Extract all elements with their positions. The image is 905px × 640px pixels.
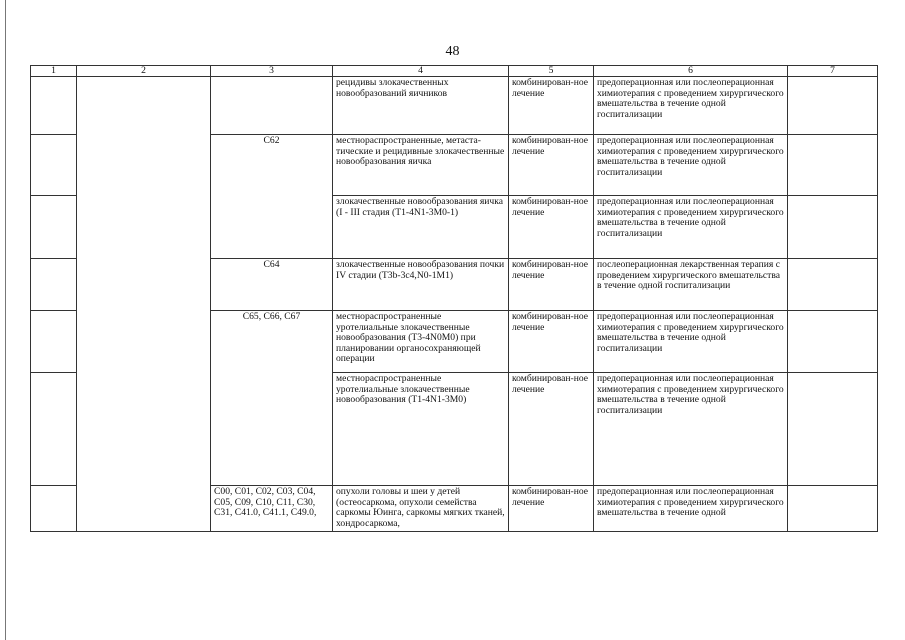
col-header-4: 4 bbox=[333, 66, 509, 77]
col-header-3: 3 bbox=[211, 66, 333, 77]
cell-diagnosis: злокачественные новообразования почки IV стадии (T3b-3c4,N0-1M1) bbox=[333, 259, 509, 311]
cell-code bbox=[211, 77, 333, 135]
col-header-6: 6 bbox=[594, 66, 788, 77]
cell-treatment: комбинирован-ное лечение bbox=[509, 311, 594, 373]
cell-method: послеоперационная лекарственная терапия с проведением хирургического вмешательства в течение одной госпитализации bbox=[594, 259, 788, 311]
cell-code: C65, C66, C67 bbox=[211, 311, 333, 486]
col-header-2: 2 bbox=[77, 66, 211, 77]
cell-extra bbox=[788, 311, 878, 373]
cell-num bbox=[31, 486, 77, 532]
cell-extra bbox=[788, 259, 878, 311]
cell-num bbox=[31, 77, 77, 135]
cell-diagnosis: злокачественные новообразования яичка (I - III стадия (T1-4N1-3M0-1) bbox=[333, 196, 509, 259]
page-number: 48 bbox=[445, 44, 460, 59]
cell-treatment: комбинирован-ное лечение bbox=[509, 373, 594, 486]
cell-diagnosis: местнораспространенные, метаста-тические и рецидивные злокачественные новообразования яичка bbox=[333, 135, 509, 196]
cell-code: C62 bbox=[211, 135, 333, 259]
cell-method: предоперационная или послеоперационная химиотерапия с проведением хирургического вмешательства в течение одной госпитализации bbox=[594, 196, 788, 259]
cell-diagnosis: местнораспространенные уротелиальные злокачественные новообразования (T1-4N1-3M0) bbox=[333, 373, 509, 486]
cell-num bbox=[31, 259, 77, 311]
col-header-5: 5 bbox=[509, 66, 594, 77]
cell-treatment: комбинирован-ное лечение bbox=[509, 196, 594, 259]
cell-extra bbox=[788, 373, 878, 486]
col-header-1: 1 bbox=[31, 66, 77, 77]
cell-treatment: комбинирован-ное лечение bbox=[509, 486, 594, 532]
treatment-table bbox=[30, 65, 878, 532]
cell-method: предоперационная или послеоперационная химиотерапия с проведением хирургического вмешательства в течение одной bbox=[594, 486, 788, 532]
cell-method: предоперационная или послеоперационная химиотерапия с проведением хирургического вмешательства в течение одной госпитализации bbox=[594, 135, 788, 196]
cell-extra bbox=[788, 196, 878, 259]
cell-diagnosis: опухоли головы и шеи у детей (остеосаркома, опухоли семейства саркомы Юинга, саркомы мягких тканей, хондросаркома, bbox=[333, 486, 509, 532]
cell-num bbox=[31, 196, 77, 259]
header-row bbox=[31, 66, 878, 77]
cell-code: C64 bbox=[211, 259, 333, 311]
cell-extra bbox=[788, 486, 878, 532]
cell-method: предоперационная или послеоперационная химиотерапия с проведением хирургического вмешательства в течение одной госпитализации bbox=[594, 77, 788, 135]
cell-treatment: комбинирован-ное лечение bbox=[509, 135, 594, 196]
left-margin-line bbox=[5, 0, 6, 640]
cell-method: предоперационная или послеоперационная химиотерапия с проведением хирургического вмешательства в течение одной госпитализации bbox=[594, 373, 788, 486]
cell-diagnosis: местнораспространенные уротелиальные злокачественные новообразования (T3-4N0M0) при планировании органосохраняющей операции bbox=[333, 311, 509, 373]
cell-method: предоперационная или послеоперационная химиотерапия с проведением хирургического вмешательства в течение одной госпитализации bbox=[594, 311, 788, 373]
cell-num bbox=[31, 373, 77, 486]
cell-extra bbox=[788, 135, 878, 196]
cell-diagnosis: рецидивы злокачественных новообразований яичников bbox=[333, 77, 509, 135]
cell-treatment: комбинирован-ное лечение bbox=[509, 77, 594, 135]
table-row bbox=[31, 77, 878, 135]
cell-num bbox=[31, 135, 77, 196]
cell-code: C00, C01, C02, C03, C04, C05, C09, C10, C11, C30, C31, C41.0, C41.1, C49.0, bbox=[211, 486, 333, 532]
cell-num bbox=[31, 311, 77, 373]
col-header-7: 7 bbox=[788, 66, 878, 77]
cell-treatment: комбинирован-ное лечение bbox=[509, 259, 594, 311]
cell-group bbox=[77, 77, 211, 532]
cell-extra bbox=[788, 77, 878, 135]
